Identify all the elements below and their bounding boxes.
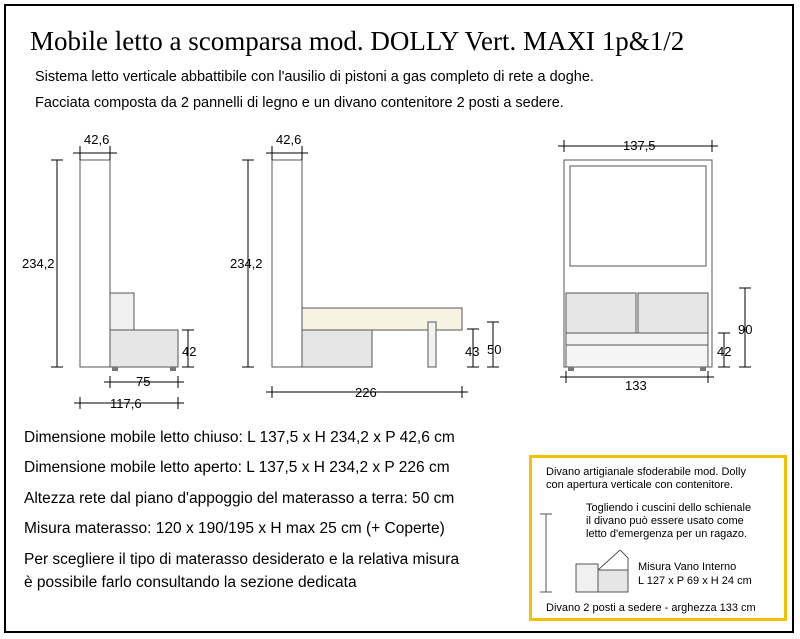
open-sofa-sketch: [538, 506, 638, 596]
spec-net-height: Altezza rete dal piano d'appoggio del materasso a terra: 50 cm: [24, 490, 455, 507]
sofa-base-front: [566, 345, 708, 367]
label-height-closed: 234,2: [22, 256, 55, 271]
label-sofa-width: 133: [625, 378, 647, 393]
infobox-line-2: con apertura verticale con contenitore.: [546, 479, 734, 491]
cabinet-side-closed: [80, 160, 110, 367]
sofa-back-cushion-left: [566, 293, 636, 333]
infobox-line-6: Misura Vano Interno: [638, 561, 737, 573]
label-depth-closed: 42,6: [84, 132, 110, 147]
cabinet-side-open: [272, 160, 302, 367]
label-height-43: 43: [465, 344, 480, 359]
label-total-depth-closed: 117,6: [110, 396, 142, 411]
infobox-line-1: Divano artigianale sfoderabile mod. Dolly: [546, 466, 746, 478]
label-height-open: 234,2: [230, 256, 263, 271]
label-sofa-depth: 75: [136, 374, 151, 389]
sofa-info-box: [529, 455, 787, 621]
side-view-closed: [51, 146, 197, 409]
side-view-open: [242, 146, 502, 398]
infobox-line-8: Divano 2 posti a sedere - arghezza 133 cm: [546, 602, 756, 614]
spec-note-2: è possibile farlo consultando la sezione dedicata: [24, 574, 357, 591]
description-line-2: Facciata composta da 2 pannelli di legno e un divano contenitore 2 posti a sedere.: [35, 95, 564, 111]
spec-mattress: Misura materasso: 120 x 190/195 x H max 25 cm (+ Coperte): [24, 520, 445, 537]
mattress-open: [302, 308, 462, 330]
spec-closed: Dimensione mobile letto chiuso: L 137,5 x H 234,2 x P 42,6 cm: [24, 429, 455, 446]
label-front-width: 137,5: [623, 138, 656, 153]
spec-open: Dimensione mobile letto aperto: L 137,5 x H 234,2 x P 226 cm: [24, 459, 450, 476]
label-seat-height-closed: 42: [182, 344, 197, 359]
infobox-line-7: L 127 x P 69 x H 24 cm: [638, 575, 752, 587]
bed-leg: [428, 322, 436, 367]
label-height-50: 50: [487, 342, 502, 357]
spec-note-1: Per scegliere il tipo di materasso desiderato e la relativa misura: [24, 551, 460, 568]
label-front-seat-height: 42: [717, 344, 732, 359]
sofa-seat-side: [110, 330, 178, 367]
infobox-line-3: Togliendo i cuscini dello schienale: [586, 502, 752, 514]
infobox-line-4: il divano può essere usato come: [586, 515, 744, 527]
label-total-depth-open: 226: [355, 385, 377, 400]
infobox-line-5: letto d'emergenza per un ragazo.: [586, 528, 748, 540]
sofa-seat-under-bed: [302, 330, 372, 367]
description-line-1: Sistema letto verticale abbattibile con l'ausilio di pistoni a gas completo di rete a doghe.: [35, 69, 594, 85]
page-title: Mobile letto a scomparsa mod. DOLLY Vert. MAXI 1p&1/2: [30, 26, 685, 56]
sofa-back-cushion-right: [638, 293, 708, 333]
label-height-90: 90: [738, 322, 753, 337]
label-depth-open: 42,6: [276, 132, 302, 147]
